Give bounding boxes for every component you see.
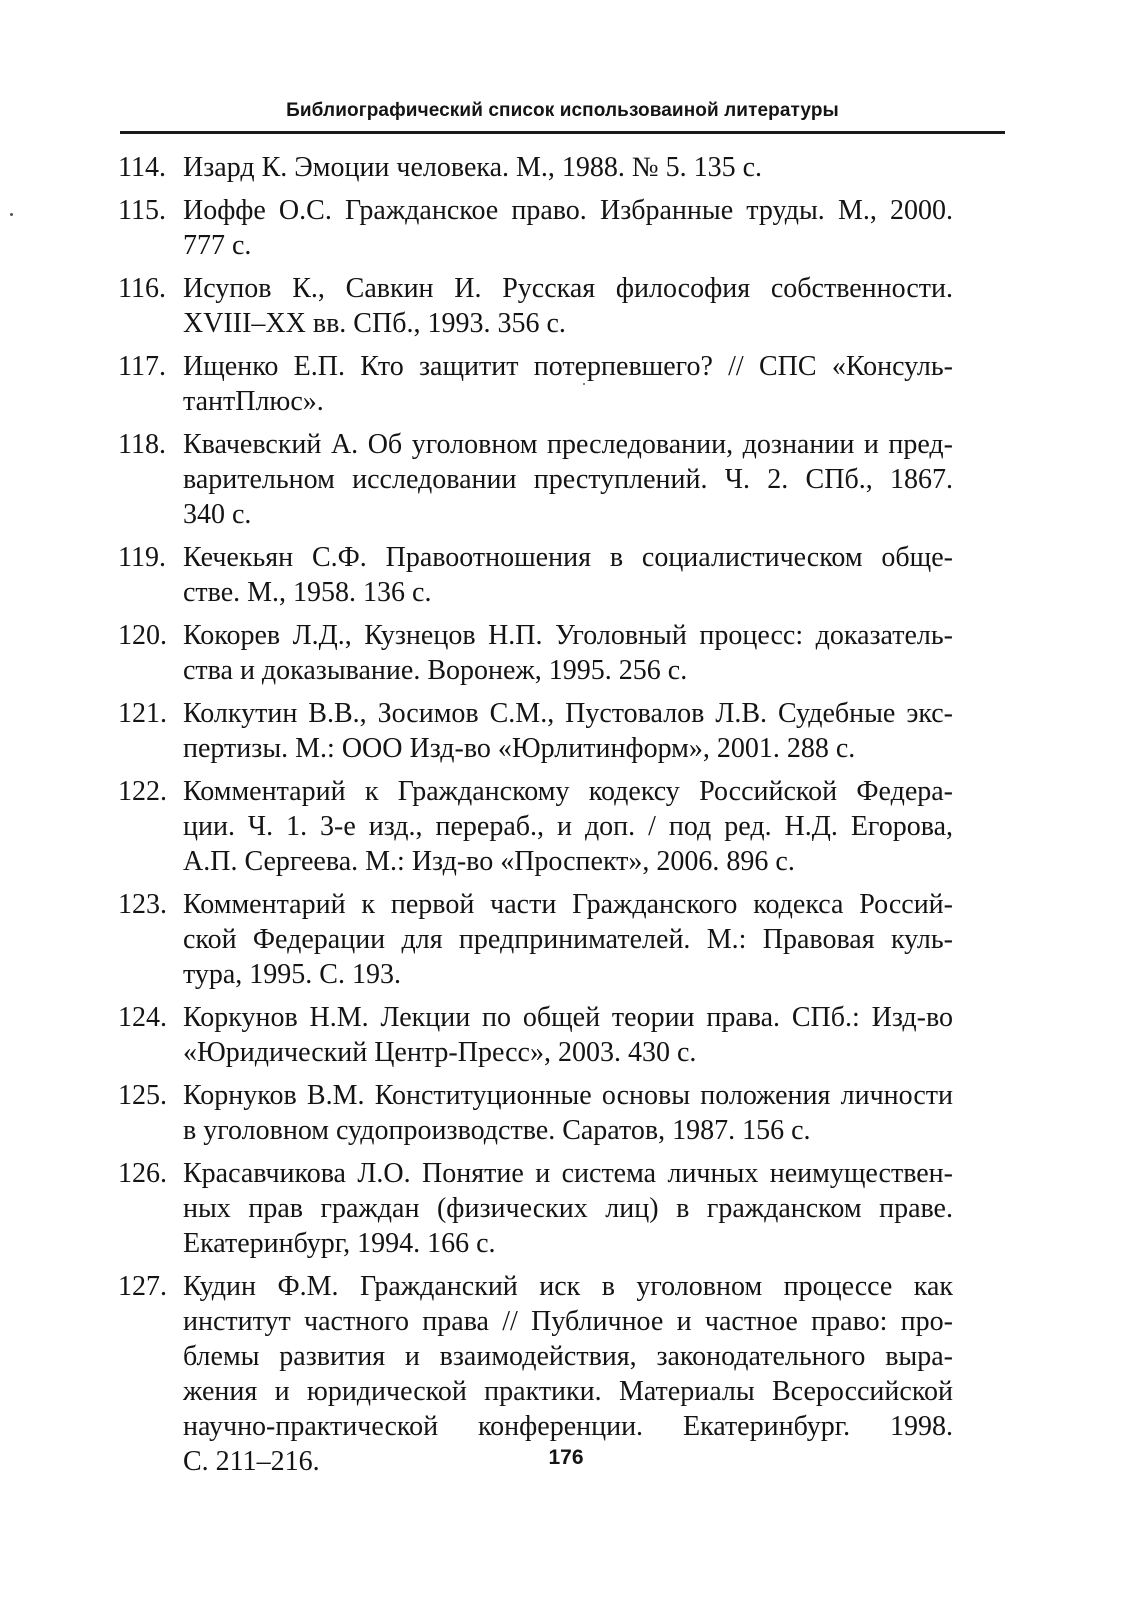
entry-line: Екатеринбург, 1994. 166 с. [183,1228,496,1259]
entry-text [183,1000,953,1070]
entry-text [183,271,953,341]
page-number: 176 [548,1446,584,1469]
entry-line: «Юридический Центр-Пресс», 2003. 430 с. [183,1037,697,1068]
entry-number: 119. [118,542,166,573]
entry-line: Квачевский А. Об уголовном преследовании, дознании и пред- [183,429,953,460]
header-rule [120,131,1005,134]
bibliography-entry [0,1078,1132,1148]
entry-line: ции. Ч. 1. 3-е изд., перераб., и доп. / под ред. Н.Д. Егорова, [183,811,953,842]
entry-text [183,1078,953,1148]
entry-number: 125. [118,1080,167,1111]
entry-line: Ищенко Е.П. Кто защитит потерпевшего? // СПС «Консуль- [183,351,953,382]
entry-line: ской Федерации для предпринимателей. М.: Правовая куль- [183,924,953,955]
entry-number: 114. [118,152,166,183]
entry-line: Иоффе О.С. Гражданское право. Избранные труды. М., 2000. [183,195,953,226]
entry-line: научно-практической конференции. Екатеринбург. 1998. [183,1411,953,1442]
entry-number: 120. [118,620,167,651]
entry-line: Комментарий к Гражданскому кодексу Российской Федера- [183,776,953,807]
entry-text [183,887,953,992]
running-header: Библиографический список использоваиной литературы [286,100,839,121]
entry-line: Комментарий к первой части Гражданского кодекса Россий- [183,889,953,920]
bibliography-entry [0,774,1132,879]
entry-line: Корнуков В.М. Конституционные основы положения личности [183,1080,953,1111]
entry-number: 124. [118,1002,167,1033]
entry-text [183,150,953,185]
entry-line: Кечекьян С.Ф. Правоотношения в социалистическом обще- [183,542,953,573]
entry-line: жения и юридической практики. Материалы Всероссийской [183,1376,953,1407]
entry-line: 777 с. [183,230,252,261]
entry-line: варительном исследовании преступлений. Ч. 2. СПб., 1867. [183,464,953,495]
entry-line: в уголовном судопроизводстве. Саратов, 1987. 156 с. [183,1115,811,1146]
entry-line: ных прав граждан (физических лиц) в гражданском праве. [183,1193,953,1224]
entry-text [183,618,953,688]
bibliography-entry [0,618,1132,688]
entry-text [183,193,953,263]
entry-line: тура, 1995. С. 193. [183,959,401,990]
entry-line: Колкутин В.В., Зосимов С.М., Пустовалов Л.В. Судебные экс- [183,698,953,729]
bibliography-entry [0,427,1132,532]
entry-line: институт частного права // Публичное и частное право: про- [183,1306,953,1337]
entry-line: блемы развития и взаимодействия, законодательного выра- [183,1341,953,1372]
bibliography-entry [0,193,1132,263]
entry-number: 117. [118,351,166,382]
entry-text [183,427,953,532]
bibliography-entry [0,271,1132,341]
entry-line: Изард К. Эмоции человека. М., 1988. № 5. 135 с. [183,152,763,183]
entry-line: тантПлюс». [183,386,324,417]
bibliography-entry [0,349,1132,419]
entry-line: XVIII–XX вв. СПб., 1993. 356 с. [183,308,566,339]
entry-line: Красавчикова Л.О. Понятие и система личных неимуществен- [183,1158,953,1189]
entry-text [183,540,953,610]
entry-number: 122. [118,776,167,807]
entry-line: С. 211–216. [183,1446,320,1477]
entry-number: 115. [118,195,166,226]
entry-number: 123. [118,889,167,920]
entry-line: Коркунов Н.М. Лекции по общей теории права. СПб.: Изд-во [183,1002,953,1033]
bibliography-entry [0,540,1132,610]
bibliography-entry [0,696,1132,766]
entry-text [183,774,953,879]
bibliography-entry [0,1000,1132,1070]
bibliography-entry [0,887,1132,992]
entry-line: стве. М., 1958. 136 с. [183,577,432,608]
entry-number: 118. [118,429,166,460]
entry-line: Кудин Ф.М. Гражданский иск в уголовном процессе как [183,1271,953,1302]
entry-line: ства и доказывание. Воронеж, 1995. 256 с. [183,655,688,686]
entry-number: 127. [118,1271,167,1302]
bibliography-list [0,150,1132,1487]
entry-number: 126. [118,1158,167,1189]
entry-line: пертизы. М.: ООО Изд-во «Юрлитинформ», 2001. 288 с. [183,733,856,764]
bibliography-entry [0,1156,1132,1261]
entry-line: Исупов К., Савкин И. Русская философия собственности. [183,273,953,304]
entry-number: 116. [118,273,166,304]
entry-number: 121. [118,698,167,729]
entry-text [183,349,953,419]
entry-text [183,696,953,766]
entry-line: 340 с. [183,499,252,530]
entry-line: А.П. Сергеева. М.: Изд-во «Проспект», 2006. 896 с. [183,846,795,877]
bibliography-entry [0,150,1132,185]
entry-line: Кокорев Л.Д., Кузнецов Н.П. Уголовный процесс: доказатель- [183,620,953,651]
entry-text [183,1156,953,1261]
